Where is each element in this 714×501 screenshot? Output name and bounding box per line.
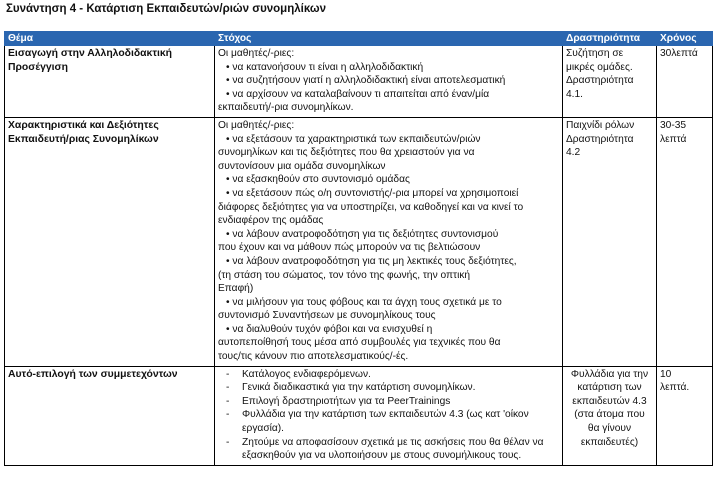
document-title: Συνάντηση 4 - Κατάρτιση Εκπαιδευτών/ριών συνομηλίκων xyxy=(6,3,326,15)
goal-line: συνομηλίκων και τις δεξιότητες που θα χρειαστούν για να xyxy=(218,147,475,159)
goal-cell xyxy=(215,117,563,366)
dash-marker: - xyxy=(226,409,230,421)
time-line: λεπτά xyxy=(660,133,687,145)
activity-line: Δραστηριότητα xyxy=(566,75,634,87)
goal-item: - Επιλογή δραστηριοτήτων για τα PeerTrainings xyxy=(218,395,559,409)
goal-item: - Γενικά διαδικαστικά για την κατάρτιση συνομηλίκων. xyxy=(218,381,559,395)
activity-line: μικρές ομάδες. xyxy=(566,61,633,73)
goal-line: Επαφή) xyxy=(218,283,254,295)
goal-line: • να εξασκηθούν στο συντονισμό ομάδας xyxy=(226,174,410,186)
goal-line: που έχουν και να μάθουν πώς μπορούν να τις βελτιώσουν xyxy=(218,242,481,254)
dash-marker: - xyxy=(226,382,230,394)
goal-line: • να διαλυθούν τυχόν φόβοι και να ενισχυθεί η xyxy=(226,323,433,335)
time-cell xyxy=(657,117,713,366)
activity-line: εκπαιδευτές) xyxy=(580,436,639,448)
goal-item: - Κατάλογος ενδιαφερόμενων. xyxy=(218,368,559,382)
activity-line: 4.2 xyxy=(566,147,581,159)
goal-item: - Ζητούμε να αποφασίσουν σχετικά με τις ασκήσεις που θα θέλαν να εξασκηθούν για να υλοποιήσουν με στους συνομήλικους τους. xyxy=(218,436,559,463)
goal-line: • να μιλήσουν για τους φόβους και τα άγχη τους σχετικά με το xyxy=(226,296,502,308)
header-goal: Στόχος xyxy=(215,32,563,46)
activity-cell xyxy=(563,366,657,465)
activity-line: κατάρτιση των xyxy=(577,382,642,394)
time-cell xyxy=(657,366,713,465)
goal-line: (τη στάση του σώματος, τον τόνο της φωνής, την οπτική xyxy=(218,269,471,281)
goal-line: εκπαιδευτή/-ρια συνομηλίκων. xyxy=(218,102,354,114)
activity-line: Δραστηριότητα xyxy=(566,133,634,145)
activity-line: (στα άτομα που xyxy=(574,409,645,421)
goal-line: • να λάβουν ανατροφοδότηση για τις δεξιότητες συντονισμού xyxy=(226,228,499,240)
activity-line: θα γίνουν xyxy=(587,423,632,435)
header-time: Χρόνος xyxy=(657,32,713,46)
time-line: 30-35 xyxy=(660,119,687,131)
goal-line: • να εξετάσουν πώς ο/η συντονιστής/-ρια μπορεί να χρησιμοποιεί xyxy=(226,187,519,199)
activity-line: 4.1. xyxy=(566,88,583,100)
time-cell xyxy=(657,46,713,118)
goal-intro: Οι μαθητές/-ριες: xyxy=(218,119,295,131)
topic-cell: Αυτό-επιλογή των συμμετεχόντων xyxy=(5,366,215,465)
goal-line: • να αρχίσουν να καταλαβαίνουν τι απαιτείται από έναν/μία xyxy=(226,88,490,100)
goal-cell xyxy=(215,366,563,465)
time-line: 10 xyxy=(660,368,672,380)
table-row xyxy=(5,366,713,465)
activity-line: Συζήτηση σε xyxy=(566,48,624,59)
goal-line: αυτοπεποίθησή τους μέσα από συμβουλές για τεχνικές που θα xyxy=(218,337,501,349)
table-row xyxy=(5,117,713,366)
time-line: 30λεπτά xyxy=(660,48,698,59)
dash-marker: - xyxy=(226,368,230,380)
goal-line: τους/τις κάνουν πιο αποτελεσματικούς/-ές. xyxy=(218,351,409,363)
goal-intro: Οι μαθητές/-ριες: xyxy=(218,48,295,59)
activity-cell xyxy=(563,46,657,118)
goal-line: συντονίσουν μια ομάδα συνομηλίκων xyxy=(218,160,386,172)
topic-cell: Εισαγωγή στην Αλληλοδιδακτική Προσέγγιση xyxy=(5,46,215,118)
goal-line: • να εξετάσουν τα χαρακτηριστικά των εκπαιδευτών/ριών xyxy=(226,133,481,145)
dash-marker: - xyxy=(226,436,230,448)
goal-line: • να κατανοήσουν τι είναι η αλληλοδιδακτική xyxy=(226,61,424,73)
header-topic: Θέμα xyxy=(5,32,215,46)
header-activity: Δραστηριότητα xyxy=(563,32,657,46)
goal-cell xyxy=(215,46,563,118)
time-line: λεπτά. xyxy=(660,382,690,394)
topic-cell: Χαρακτηριστικά και Δεξιότητες Εκπαιδευτή/ριας Συνομηλίκων xyxy=(5,117,215,366)
activity-line: Φυλλάδια για την xyxy=(570,368,649,380)
goal-line: διάφορες δεξιότητες για να υποστηρίζει, να καθοδηγεί και να κινεί το xyxy=(218,201,524,213)
session-table xyxy=(4,31,713,466)
goal-item: - Φυλλάδια για την κατάρτιση των εκπαιδευτών 4.3 (ως κατ 'οίκον εργασία). xyxy=(218,408,559,435)
goal-line: συντονισμό Συναντήσεων με συνομηλίκους τους xyxy=(218,310,436,322)
activity-cell xyxy=(563,117,657,366)
table-row xyxy=(5,46,713,118)
activity-line: Παιχνίδι ρόλων xyxy=(566,119,635,131)
dash-marker: - xyxy=(226,395,230,407)
goal-line: ενδιαφέρον της ομάδας xyxy=(218,215,324,227)
header-row xyxy=(5,32,713,46)
activity-line: εκπαιδευτών 4.3 xyxy=(572,395,647,407)
goal-line: • να λάβουν ανατροφοδότηση για τις μη λεκτικές τους δεξιότητες, xyxy=(226,255,517,267)
goal-line: • να συζητήσουν γιατί η αλληλοδιδακτική είναι αποτελεσματική xyxy=(226,75,506,87)
